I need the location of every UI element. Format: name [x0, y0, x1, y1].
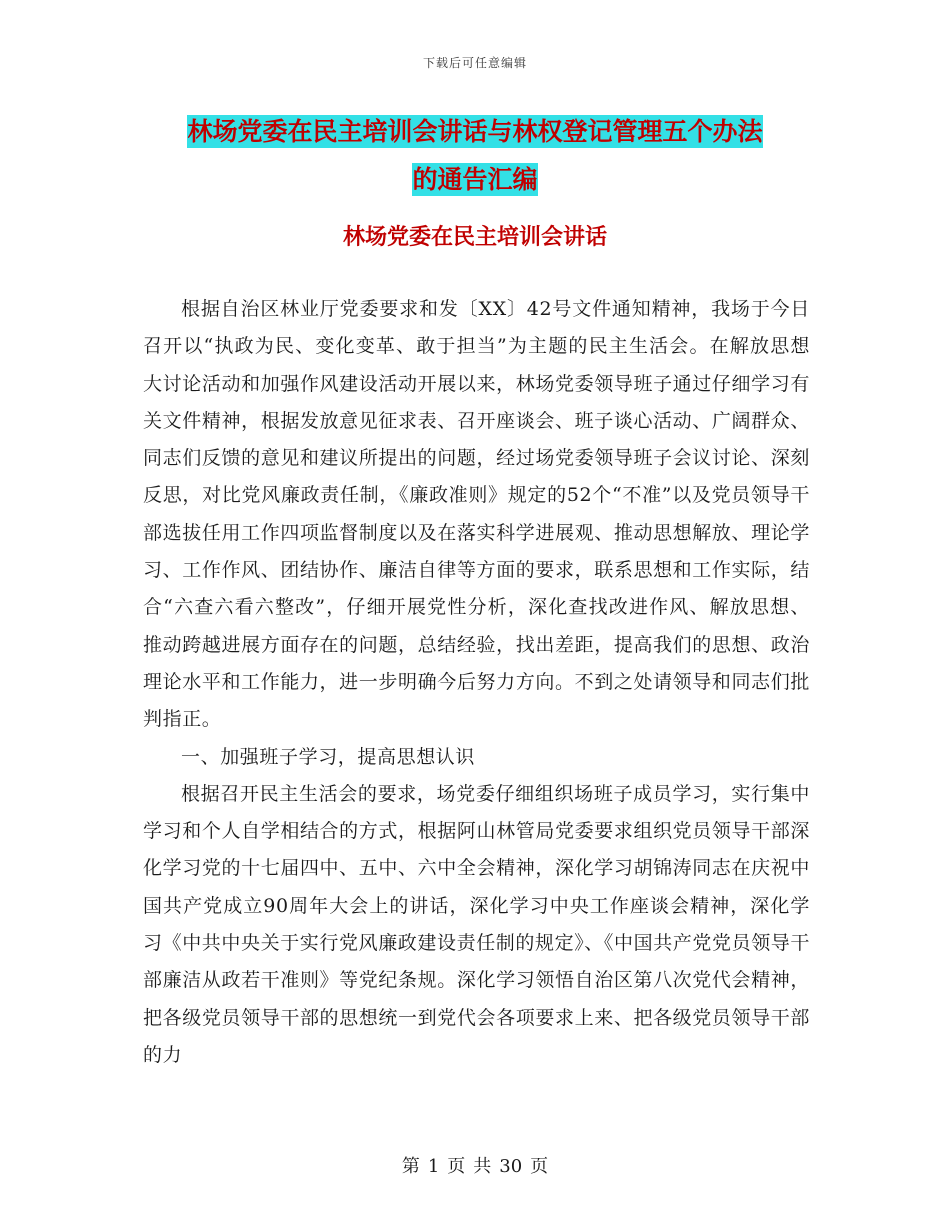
paragraph-study: 根据召开民主生活会的要求，场党委仔细组织场班子成员学习，实行集中学习和个人自学相结合的方式，根据阿山林管局党委要求组织党员领导干部深化学习党的十七届四中、五中、六中全会精神，深化学习胡锦涛同志在庆祝中国共产党成立90周年大会上的讲话，深化学习中央工作座谈会精神，深化学习《中共中央关于实行党风廉政建设责任制的规定》、《中国共产党党员领导干部廉洁从政若干准则》等党纪条规。深化学习领悟自治区第八次党代会精神，把各级党员领导干部的思想统一到党代会各项要求上来、把各级党员领导干部的力 — [143, 782, 811, 1066]
section-title: 林场党委在民主培训会讲话 — [342, 224, 607, 250]
footer-middle: 页 — [447, 1156, 466, 1177]
paragraph-heading-1: 一、加强班子学习，提高思想认识 — [181, 745, 476, 768]
document-body — [143, 291, 810, 1074]
footer-suffix: 页 — [530, 1156, 549, 1177]
paragraph-intro: 根据自治区林业厅党委要求和发〔XX〕42号文件通知精神，我场于今日召开以“执政为民、变化变革、敢于担当”为主题的民主生活会。在解放思想大讨论活动和加强作风建设活动开展以来，林场党委领导班子通过仔细学习有关文件精神，根据发放意见征求表、召开座谈会、班子谈心活动、广阔群众、同志们反馈的意见和建议所提出的问题，经过场党委领导班子会议讨论、深刻反思，对比党风廉政责任制，《廉政准则》规定的52个“不准”以及党员领导干部选拔任用工作四项监督制度以及在落实科学进展观、推动思想解放、理论学习、工作作风、团结协作、廉洁自律等方面的要求，联系思想和工作实际，结合“六查六看六整改”，仔细开展党性分析，深化查找改进作风、解放思想、推动跨越进展方面存在的问题，总结经验，找出差距，提高我们的思想、政治理论水平和工作能力，进一步明确今后努力方向。不到之处请领导和同志们批判指正。 — [143, 298, 810, 731]
footer-page-number: 1 — [427, 1156, 440, 1177]
title-line-2: 的通告汇编 — [412, 165, 538, 194]
header-note: 下载后可任意编辑 — [422, 56, 527, 70]
footer-prefix: 第 — [401, 1156, 420, 1177]
page-footer — [0, 1152, 950, 1178]
document-title — [140, 108, 810, 204]
footer-total-word: 共 — [473, 1156, 492, 1177]
title-line-1: 林场党委在民主培训会讲话与林权登记管理五个办法 — [187, 117, 763, 146]
footer-total-pages: 30 — [499, 1156, 523, 1177]
